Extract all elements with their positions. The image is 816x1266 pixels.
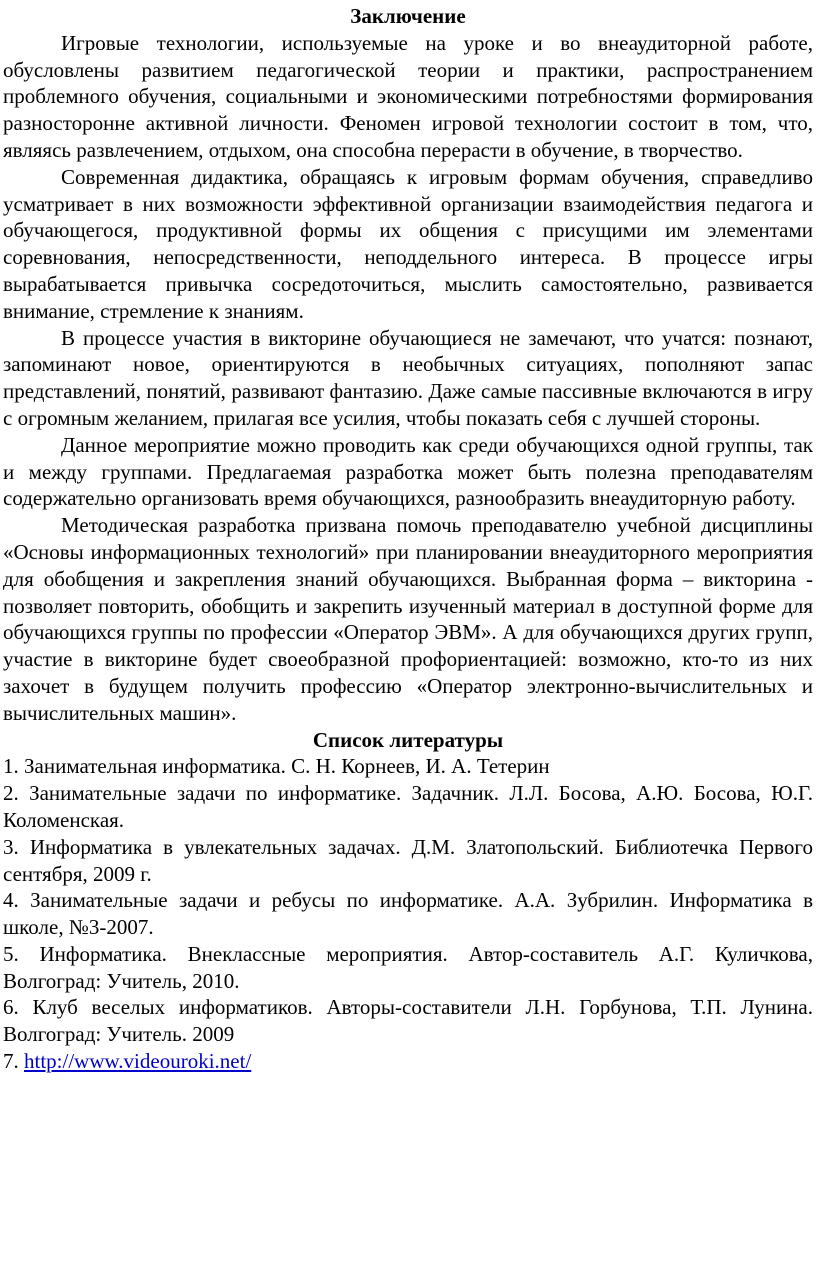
reference-item-1: 1. Занимательная информатика. С. Н. Корнеев, И. А. Тетерин [3, 754, 550, 779]
reference-item-7 [3, 1048, 813, 1075]
reference-item-7-number: 7. [3, 1049, 19, 1074]
references-heading: Список литературы [312, 727, 504, 752]
conclusion-paragraph-5: Методическая разработка призвана помочь преподавателю учебной дисциплины «Основы информационных технологий» при планировании внеаудиторного мероприятия для обобщения и закрепления знаний обучающихся. Выбранная форма – викторина - позволяет повторить, обобщить и закрепить изученный материал в доступной форме для обучающихся группы по профессии «Оператор ЭВМ». А для обучающихся других групп, участие в викторине будет своеобразной профориентацией: возможно, кто-то из них захочет в будущем получить профессию «Оператор электронно-вычислительных и вычислительных машин». [3, 513, 813, 725]
conclusion-paragraph-1: Игровые технологии, используемые на уроке и во внеаудиторной работе, обусловлены развитием педагогической теории и практики, распространением проблемного обучения, социальными и экономическими потребностями формирования разносторонне активной личности. Феномен игровой технологии состоит в том, что, являясь развлечением, отдыхом, она способна перерасти в обучение, в творчество. [3, 30, 813, 162]
conclusion-paragraph-2: Современная дидактика, обращаясь к игровым формам обучения, справедливо усматривает в них возможности эффективной организации взаимодействия педагога и обучающегося, продуктивной формы их общения с присущими им элементами соревнования, непосредственности, неподдельного интереса. В процессе игры вырабатывается привычка сосредоточиться, мыслить самостоятельно, развивается внимание, стремление к знаниям. [3, 164, 813, 323]
reference-item-5: 5. Информатика. Внеклассные мероприятия. Автор-составитель А.Г. Куличкова, Волгоград: Учитель, 2010. [3, 941, 813, 993]
references-list [3, 753, 813, 1075]
reference-item-6: 6. Клуб веселых информатиков. Авторы-составители Л.Н. Горбунова, Т.П. Лунина. Волгоград: Учитель. 2009 [3, 995, 813, 1047]
conclusion-heading: Заключение [350, 4, 466, 28]
reference-item-2: 2. Занимательные задачи по информатике. Задачник. Л.Л. Босова, А.Ю. Босова, Ю.Г. Коломенская. [3, 781, 813, 832]
conclusion-paragraph-3: В процессе участия в викторине обучающиеся не замечают, что учатся: познают, запоминают новое, ориентируются в необычных ситуациях, пополняют запас представлений, понятий, развивают фантазию. Даже самые пассивные включаются в игру с огромным желанием, прилагая все усилия, чтобы показать себя с лучшей стороны. [3, 325, 813, 430]
reference-link[interactable]: http://www.videouroki.net/ [24, 1049, 252, 1074]
reference-item-3: 3. Информатика в увлекательных задачах. Д.М. Златопольский. Библиотечка Первого сентября, 2009 г. [3, 834, 813, 886]
conclusion-paragraph-4: Данное мероприятие можно проводить как среди обучающихся одной группы, так и между группами. Предлагаемая разработка может быть полезна преподавателям содержательно организовать время обучающихся, разнообразить внеаудиторную работу. [3, 432, 813, 511]
reference-item-4: 4. Занимательные задачи и ребусы по информатике. А.А. Зубрилин. Информатика в школе, №3-2007. [3, 888, 813, 940]
